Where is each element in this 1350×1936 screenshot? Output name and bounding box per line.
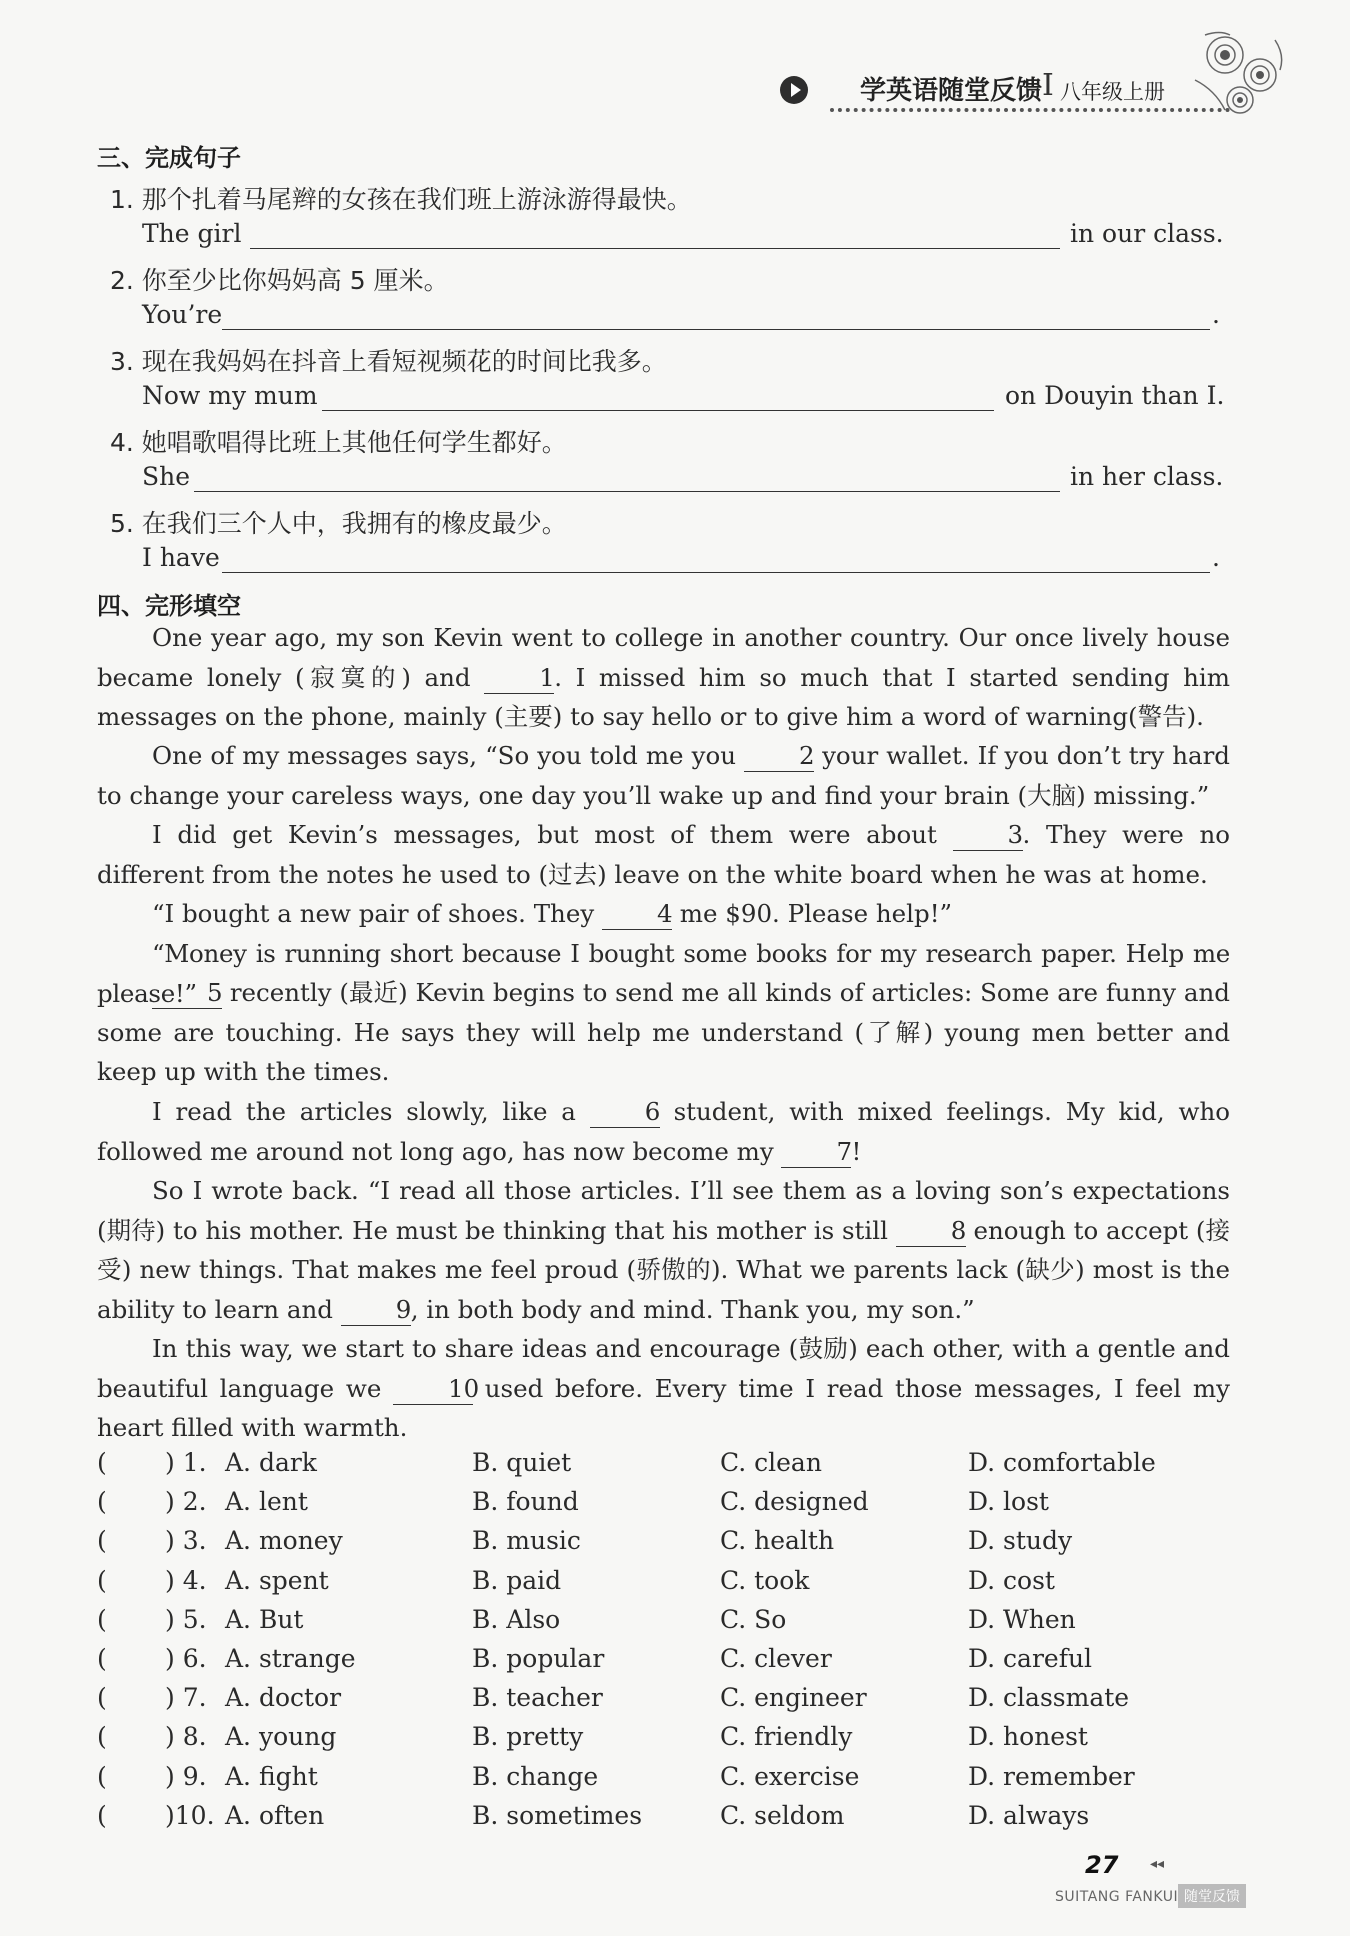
answer-suffix: in our class.: [1070, 219, 1224, 248]
cloze-blank[interactable]: 7: [781, 1137, 851, 1168]
question-text: 2. 你至少比你妈妈高 5 厘米。: [110, 266, 449, 295]
question-number: ) 4.: [165, 1565, 207, 1595]
answer-prefix: She: [142, 462, 191, 491]
cloze-blank[interactable]: 10: [393, 1374, 473, 1405]
answer-suffix: .: [1212, 543, 1220, 572]
option-d[interactable]: D. When: [968, 1604, 1076, 1634]
option-c[interactable]: C. took: [720, 1565, 810, 1595]
cloze-blank[interactable]: 9: [341, 1295, 411, 1326]
section-title: 三、完成句子: [97, 144, 241, 172]
option-d[interactable]: D. study: [968, 1526, 1073, 1556]
answer-paren: (: [97, 1800, 107, 1830]
option-c[interactable]: C. clever: [720, 1644, 832, 1673]
option-a[interactable]: A. But: [225, 1604, 304, 1634]
option-b[interactable]: B. paid: [472, 1565, 562, 1595]
section-title: 四、完形填空: [97, 592, 241, 620]
option-b[interactable]: B. change: [472, 1761, 599, 1791]
book-title: 学英语随堂反馈: [860, 76, 1043, 106]
book-subtitle: 八年级上册: [1060, 80, 1165, 104]
question-number: ) 8.: [165, 1722, 207, 1752]
option-a[interactable]: A. strange: [225, 1644, 356, 1673]
question-number: )10.: [165, 1800, 215, 1830]
question-text: 3. 现在我妈妈在抖音上看短视频花的时间比我多。: [110, 347, 667, 376]
page-number: 27: [1085, 1851, 1119, 1879]
option-c[interactable]: C. health: [720, 1526, 835, 1556]
header: [780, 68, 1250, 113]
question-number: ) 6.: [165, 1644, 207, 1673]
answer-paren: (: [97, 1448, 107, 1477]
question-number: ) 3.: [165, 1526, 207, 1556]
option-b[interactable]: B. music: [472, 1526, 581, 1556]
answer-blank[interactable]: [222, 572, 1210, 573]
answer-blank[interactable]: [222, 329, 1210, 330]
option-a[interactable]: A. lent: [225, 1487, 308, 1517]
option-b[interactable]: B. quiet: [472, 1448, 572, 1477]
answer-prefix: I have: [142, 543, 220, 572]
option-c[interactable]: C. seldom: [720, 1800, 845, 1830]
answer-paren: (: [97, 1722, 107, 1752]
answer-prefix: You’re: [142, 300, 223, 329]
cloze-blank[interactable]: 2: [744, 741, 814, 772]
option-c[interactable]: C. clean: [720, 1448, 822, 1477]
question-number: ) 1.: [165, 1448, 207, 1477]
cloze-blank[interactable]: 8: [896, 1216, 966, 1247]
option-a[interactable]: A. young: [225, 1722, 337, 1752]
passage-paragraph: I read the articles slowly, like a 6 student, with mixed feelings. My kid, who followed me around not long ago, has now become my 7!: [97, 1097, 1230, 1166]
answer-paren: (: [97, 1487, 107, 1517]
answer-prefix: The girl: [142, 219, 242, 248]
passage-paragraph: “I bought a new pair of shoes. They 4 me $90. Please help!”: [152, 899, 953, 928]
option-b[interactable]: B. found: [472, 1487, 579, 1517]
passage-paragraph: 5 recently (最近) Kevin begins to send me all kinds of articles: Some are funny and some are touching. He says they will help me understand (了解) young men better and keep up with the times.: [97, 978, 1230, 1086]
option-c[interactable]: C. So: [720, 1604, 787, 1634]
question-number: ) 7.: [165, 1683, 207, 1713]
answer-suffix: on Douyin than I.: [1005, 381, 1225, 410]
flower-icon: [1185, 20, 1305, 140]
option-d[interactable]: D. comfortable: [968, 1448, 1156, 1477]
passage-paragraph: So I wrote back. “I read all those articles. I’ll see them as a loving son’s expectations (期待) to his mother. He must be thinking that his mother is still 8 enough to accept (接受) new things. That makes me feel proud (骄傲的). What we parents lack (缺少) most is the ability to learn and 9, in both body and mind. Thank you, my son.”: [97, 1176, 1230, 1324]
question-text: 4. 她唱歌唱得比班上其他任何学生都好。: [110, 428, 567, 457]
answer-paren: (: [97, 1526, 107, 1556]
option-d[interactable]: D. careful: [968, 1644, 1093, 1673]
option-d[interactable]: D. always: [968, 1800, 1090, 1830]
cloze-blank[interactable]: 1: [484, 663, 554, 694]
passage-paragraph: One of my messages says, “So you told me you 2 your wallet. If you don’t try hard to change your careless ways, one day you’ll wake up and find your brain (大脑) missing.”: [97, 741, 1230, 810]
option-d[interactable]: D. lost: [968, 1487, 1049, 1517]
option-b[interactable]: B. sometimes: [472, 1800, 643, 1830]
answer-paren: (: [97, 1644, 107, 1673]
option-a[interactable]: A. doctor: [225, 1683, 342, 1713]
answer-paren: (: [97, 1604, 107, 1634]
option-d[interactable]: D. honest: [968, 1722, 1088, 1752]
header-divider: [830, 108, 1230, 112]
cloze-blank[interactable]: 4: [602, 899, 672, 930]
option-b[interactable]: B. teacher: [472, 1683, 603, 1713]
question-text: 1. 那个扎着马尾辫的女孩在我们班上游泳游得最快。: [110, 185, 692, 214]
option-b[interactable]: B. popular: [472, 1644, 605, 1673]
option-c[interactable]: C. exercise: [720, 1761, 860, 1791]
answer-blank[interactable]: [250, 248, 1060, 249]
arrow-icon: ◂◂: [1150, 1856, 1165, 1872]
passage-paragraph: “Money is running short because I bought some books for my research paper. Help me please!”: [97, 939, 1230, 1008]
passage-paragraph: I did get Kevin’s messages, but most of them were about 3. They were no different from the notes he used to (过去) leave on the white board when he was at home.: [97, 820, 1230, 889]
question-text: 5. 在我们三个人中，我拥有的橡皮最少。: [110, 509, 567, 538]
cloze-blank[interactable]: 6: [590, 1097, 660, 1128]
option-b[interactable]: B. pretty: [472, 1722, 584, 1752]
option-a[interactable]: A. fight: [225, 1761, 318, 1791]
cloze-blank[interactable]: 5: [152, 978, 222, 1009]
option-a[interactable]: A. often: [225, 1800, 325, 1830]
option-d[interactable]: D. classmate: [968, 1683, 1130, 1713]
option-a[interactable]: A. spent: [225, 1565, 329, 1595]
answer-prefix: Now my mum: [142, 381, 318, 410]
question-number: ) 2.: [165, 1487, 207, 1517]
cloze-blank[interactable]: 3: [953, 820, 1023, 851]
question-number: ) 5.: [165, 1604, 207, 1634]
answer-suffix: in her class.: [1070, 462, 1224, 491]
answer-paren: (: [97, 1565, 107, 1595]
passage-paragraph: One year ago, my son Kevin went to college in another country. Our once lively house became lonely (寂寞的) and 1. I missed him so much that I started sending him messages on the phone, mainly (主要) to say hello or to give him a word of warning(警告).: [97, 623, 1231, 731]
option-d[interactable]: D. remember: [968, 1761, 1135, 1791]
answer-blank[interactable]: [194, 491, 1060, 492]
question-number: ) 9.: [165, 1761, 207, 1791]
option-c[interactable]: C. designed: [720, 1487, 869, 1517]
footer-tag: 随堂反馈: [1178, 1884, 1246, 1908]
answer-paren: (: [97, 1761, 107, 1791]
play-icon: [780, 76, 808, 104]
option-c[interactable]: C. engineer: [720, 1683, 867, 1713]
header-separator: I: [1042, 68, 1054, 103]
option-c[interactable]: C. friendly: [720, 1722, 853, 1752]
option-d[interactable]: D. cost: [968, 1565, 1055, 1595]
answer-blank[interactable]: [322, 410, 994, 411]
answer-suffix: .: [1212, 300, 1220, 329]
option-a[interactable]: A. money: [225, 1526, 343, 1556]
passage-paragraph: In this way, we start to share ideas and encourage (鼓励) each other, with a gentle and beautiful language we 10 used before. Every time I read those messages, I feel my heart filled with warmth.: [97, 1334, 1230, 1442]
footer-brand: SUITANG FANKUI: [1055, 1889, 1179, 1905]
option-a[interactable]: A. dark: [225, 1448, 317, 1477]
option-b[interactable]: B. Also: [472, 1604, 561, 1634]
answer-paren: (: [97, 1683, 107, 1713]
